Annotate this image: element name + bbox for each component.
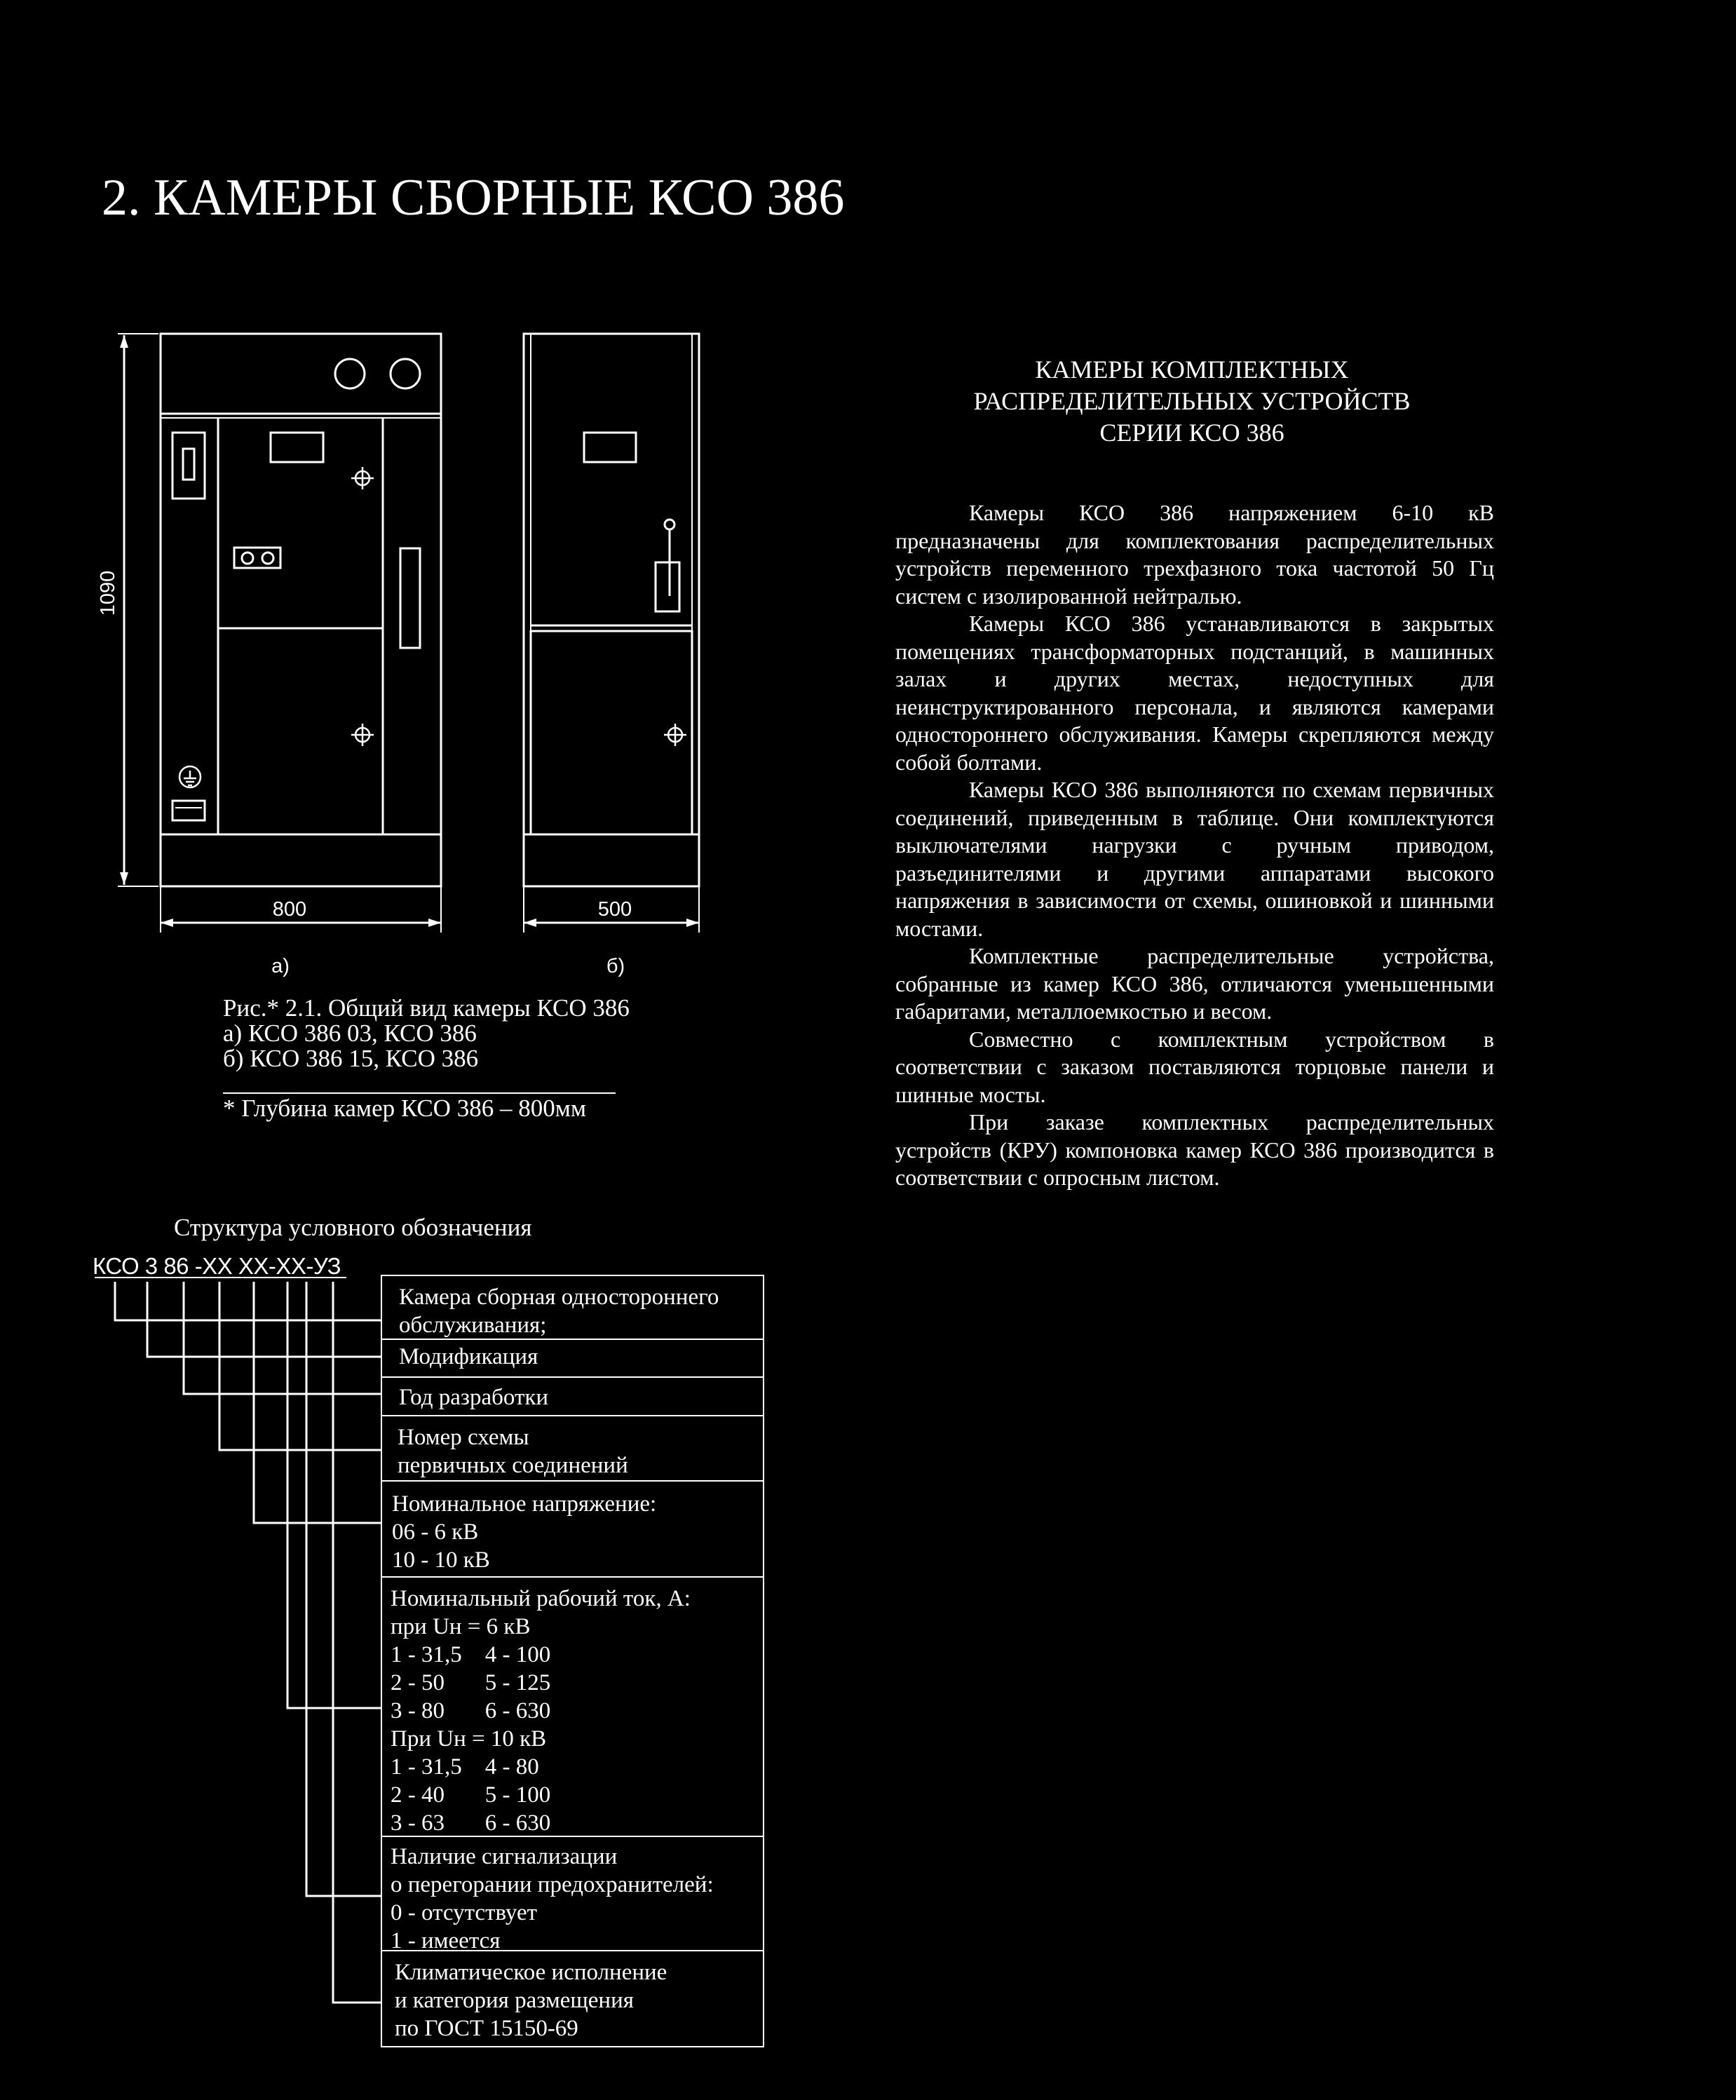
- row-text: Модификация: [399, 1344, 538, 1369]
- row-text: 1 - 31,5 4 - 80: [391, 1754, 539, 1780]
- row-text: при Uн = 6 кВ: [391, 1614, 531, 1639]
- row-text: 0 - отсутствует: [391, 1900, 538, 1925]
- row-text: При Uн = 10 кВ: [391, 1726, 547, 1752]
- row-text: 2 - 40 5 - 100: [391, 1782, 551, 1808]
- row-text: по ГОСТ 15150-69: [395, 2016, 578, 2041]
- table-row: [381, 1480, 763, 1578]
- row-text: Камера сборная одностороннего: [399, 1285, 719, 1310]
- description-heading: [911, 354, 1472, 449]
- dim-width-a-label: 800: [272, 898, 307, 921]
- table-row: [381, 1836, 763, 1952]
- paragraph: Камеры КСО 386 напряжением 6-10 кВ предназначены для комплектования распределительных устройств переменного трехфазного тока частотой 50 Гц систем с изолированной нейтралью.: [895, 500, 1494, 609]
- row-text: 2 - 50 5 - 125: [391, 1670, 551, 1695]
- table-row: [381, 1415, 763, 1482]
- row-text: Номер схемы: [398, 1425, 529, 1450]
- row-text: 1 - 31,5 4 - 100: [391, 1642, 551, 1667]
- table-row: [381, 1376, 763, 1417]
- row-text: Год разработки: [399, 1385, 549, 1410]
- structure-title: Структура условного обозначения: [174, 1214, 532, 1241]
- caption-line: Рис.* 2.1. Общий вид камеры КСО 386: [223, 994, 630, 1022]
- row-text: 06 - 6 кВ: [392, 1519, 479, 1545]
- row-text: первичных соединений: [398, 1453, 628, 1478]
- row-text: 3 - 63 6 - 630: [391, 1810, 551, 1836]
- paragraph: Камеры КСО 386 устанавливаются в закрытых помещениях трансформаторных подстанций, в машинных залах и других местах, недоступных для неинструктированного персонала, и являются камерами одностороннего обслуживания. Камеры скрепляются между собой болтами.: [895, 611, 1494, 775]
- row-text: Номинальный рабочий ток, А:: [391, 1586, 691, 1611]
- heading-line: СЕРИИ КСО 386: [1099, 419, 1284, 447]
- figure-label-a: а): [271, 955, 290, 977]
- table-row: [381, 1950, 763, 2047]
- paragraph: Совместно с комплектным устройством в соответствии с заказом поставляются торцовые панели и шинные мосты.: [895, 1026, 1494, 1107]
- figure-label-b: б): [606, 955, 625, 977]
- row-text: Климатическое исполнение: [395, 1960, 667, 1985]
- row-text: 1 - имеется: [391, 1928, 501, 1953]
- row-text: и категория размещения: [395, 1988, 634, 2013]
- caption-line: б) КСО 386 15, КСО 386: [223, 1045, 479, 1072]
- description-body: [895, 499, 1494, 1192]
- heading-line: КАМЕРЫ КОМПЛЕКТНЫХ: [1035, 355, 1349, 384]
- designation-tree: [0, 0, 393, 2075]
- page-title: 2. КАМЕРЫ СБОРНЫЕ КСО 386: [102, 169, 845, 226]
- dim-height-label: 1090: [97, 570, 119, 616]
- table-row: [381, 1275, 763, 1340]
- footnote: * Глубина камер КСО 386 – 800мм: [223, 1095, 586, 1122]
- paragraph: При заказе комплектных распределительных устройств (КРУ) компоновка камер КСО 386 производится в соответствии с опросным листом.: [895, 1109, 1494, 1190]
- designation-code: КСО 3 86 -ХХ ХХ-ХХ-УЗ: [93, 1253, 341, 1279]
- cabinet-b: [524, 334, 699, 886]
- dim-width-b-label: 500: [597, 898, 632, 921]
- row-text: о перегорании предохранителей:: [391, 1872, 714, 1897]
- table-row: [381, 1576, 763, 1837]
- row-text: обслуживания;: [399, 1313, 547, 1338]
- paragraph: Камеры КСО 386 выполняются по схемам первичных соединений, приведенным в таблице. Они комплектуются выключателями нагрузки с ручным приводом, разъединителями и другими аппаратами высокого напряжения в зависимости от схемы, ошиновкой и шинными мостами.: [895, 777, 1494, 941]
- row-text: 3 - 80 6 - 630: [391, 1698, 551, 1723]
- caption-line: а) КСО 386 03, КСО 386: [223, 1019, 477, 1047]
- row-text: Номинальное напряжение:: [392, 1491, 657, 1517]
- paragraph: Комплектные распределительные устройства, собранные из камер КСО 386, отличаются уменьшенными габаритами, металлоемкостью и весом.: [895, 943, 1494, 1024]
- row-text: 10 - 10 кВ: [392, 1547, 490, 1573]
- table-row: [381, 1339, 763, 1378]
- heading-line: РАСПРЕДЕЛИТЕЛЬНЫХ УСТРОЙСТВ: [973, 387, 1411, 415]
- row-text: Наличие сигнализации: [391, 1844, 618, 1869]
